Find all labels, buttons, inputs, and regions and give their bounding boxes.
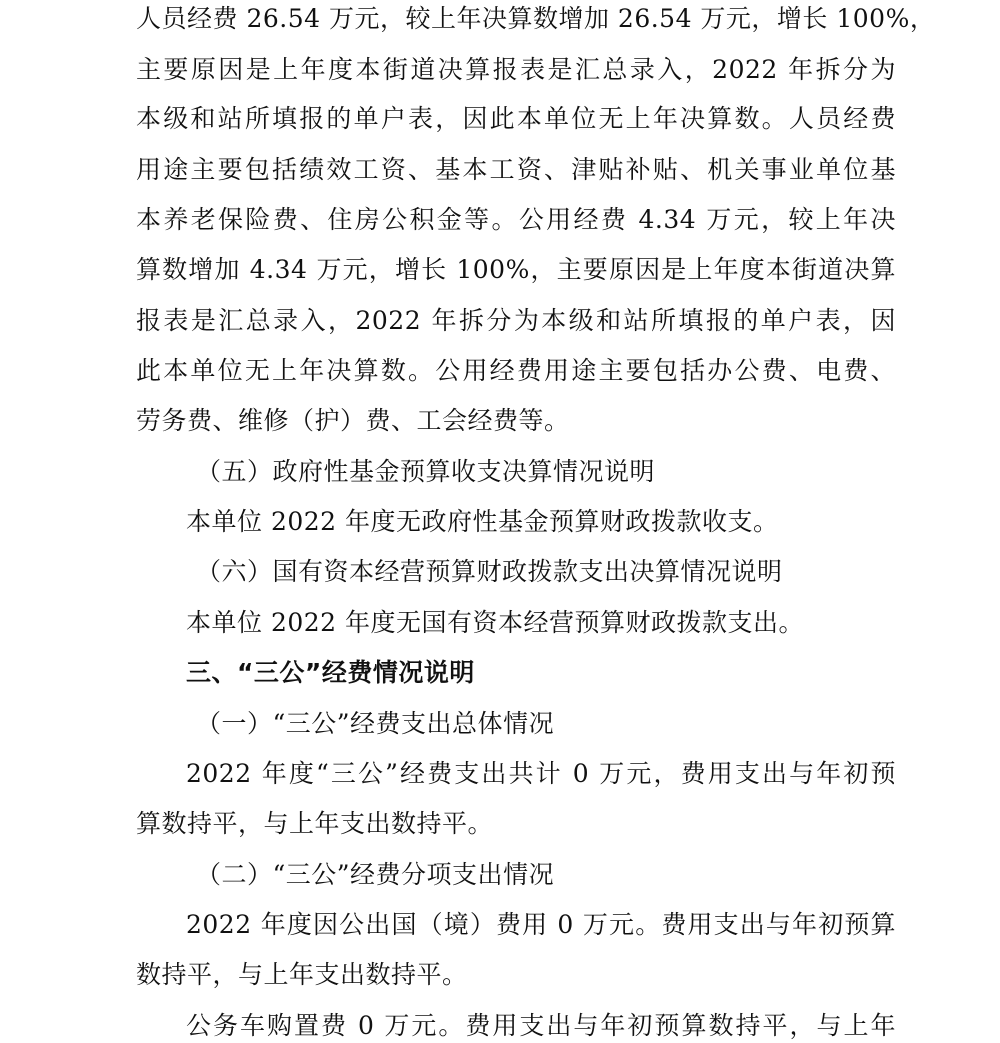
paragraph-line: 数持平，与上年支出数持平。 <box>136 960 468 989</box>
paragraph-line: 人员经费 26.54 万元，较上年决算数增加 26.54 万元，增长 100%， <box>136 4 936 33</box>
paragraph-line: 算数增加 4.34 万元，增长 100%，主要原因是上年度本街道决算 <box>136 255 896 284</box>
subsection-heading-2: （二）“三公”经费分项支出情况 <box>196 860 555 889</box>
paragraph-line: 本级和站所填报的单户表，因此本单位无上年决算数。人员经费 <box>136 104 896 133</box>
paragraph-line: 报表是汇总录入，2022 年拆分为本级和站所填报的单户表，因 <box>136 306 896 335</box>
paragraph-line: 本单位 2022 年度无政府性基金预算财政拨款收支。 <box>186 507 779 536</box>
paragraph-line: 主要原因是上年度本街道决算报表是汇总录入，2022 年拆分为 <box>136 55 896 84</box>
section-heading-3: 三、“三公”经费情况说明 <box>186 658 475 687</box>
paragraph-line: 2022 年度“三公”经费支出共计 0 万元，费用支出与年初预 <box>186 759 896 788</box>
paragraph-line: 公务车购置费 0 万元。费用支出与年初预算数持平，与上年 <box>186 1011 896 1040</box>
paragraph-line: 劳务费、维修（护）费、工会经费等。 <box>136 406 570 435</box>
paragraph-line: 用途主要包括绩效工资、基本工资、津贴补贴、机关事业单位基 <box>136 155 896 184</box>
paragraph-line: 此本单位无上年决算数。公用经费用途主要包括办公费、电费、 <box>136 356 896 385</box>
paragraph-line: 本养老保险费、住房公积金等。公用经费 4.34 万元，较上年决 <box>136 205 896 234</box>
section-heading-5: （五）政府性基金预算收支决算情况说明 <box>196 457 656 486</box>
paragraph-line: 算数持平，与上年支出数持平。 <box>136 809 494 838</box>
section-heading-6: （六）国有资本经营预算财政拨款支出决算情况说明 <box>196 557 783 586</box>
subsection-heading-1: （一）“三公”经费支出总体情况 <box>196 709 555 738</box>
paragraph-line: 2022 年度因公出国（境）费用 0 万元。费用支出与年初预算 <box>186 910 896 939</box>
paragraph-line: 本单位 2022 年度无国有资本经营预算财政拨款支出。 <box>186 608 805 637</box>
